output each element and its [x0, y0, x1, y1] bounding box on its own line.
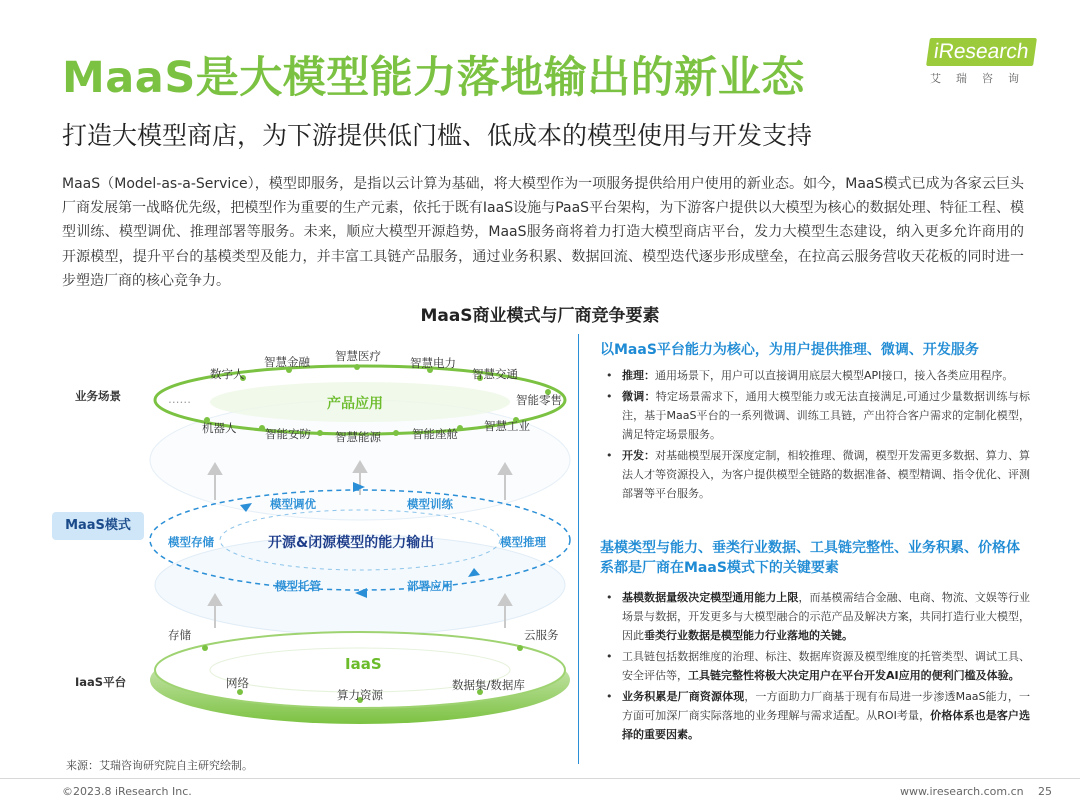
middle-ring-center: 开源&闭源模型的能力输出	[268, 535, 435, 551]
item-text: ，而基模需结合金融、电商、物流、文娱等行业场景与数据，开发更多与大模型融合的示范产品及解决方案，共同打造行业大模型，因此	[622, 591, 1031, 642]
right-heading-2: 基模类型与能力、垂类行业数据、工具链完整性、业务积累、价格体系都是厂商在MaaS模式下的关键要素	[600, 540, 1020, 576]
layer-maas: MaaS模式	[52, 512, 144, 540]
source-note: 来源：艾瑞咨询研究院自主研究绘制。	[66, 759, 253, 772]
item-emphasis: 价格体系也是客户选择的重要因素。	[622, 709, 1031, 741]
top-ring-center: 产品应用	[327, 396, 383, 412]
scenario-label: 智慧交通	[472, 367, 518, 381]
item-text: ，一方面助力厂商基于现有布局进一步渗透MaaS能力，一方面可加深厂商实际落地的业务理解与需求适配。从ROI考量，	[622, 690, 1031, 722]
list-item	[600, 647, 1030, 685]
item-text: 工具链包括数据维度的治理、标注、数据库资源及模型维度的托管类型、调试工具、安全评估等，	[622, 650, 1030, 682]
maas-capability: 部署应用	[407, 579, 453, 593]
layer-iaas: IaaS平台	[75, 675, 127, 689]
iaas-resource: 算力资源	[337, 688, 383, 702]
iaas-resource: 存储	[168, 628, 191, 642]
scenario-label: 智慧医疗	[335, 349, 381, 363]
item-emphasis: 工具链完整性将极大决定用户在平台开发AI应用的便利门槛及体验。	[688, 669, 1020, 682]
item-term: 开发：	[622, 449, 656, 462]
item-term: 业务积累是厂商资源体现	[622, 690, 745, 703]
logo-subtext: 艾瑞咨询	[930, 72, 1034, 85]
item-text: 对基础模型展开深度定制，相较推理、微调，模型开发需更多数据、算力、算法人才等资源投入，为客户提供模型全链路的数据准备、模型精调、指令优化、评测部署等平台服务。	[622, 449, 1031, 500]
iaas-resource: 云服务	[524, 628, 559, 642]
list-item	[600, 387, 1030, 444]
maas-capability: 模型存储	[168, 535, 214, 549]
scenario-label: 智慧金融	[264, 355, 310, 369]
scenario-label: 机器人	[202, 421, 237, 435]
page-number: 25	[1038, 785, 1052, 798]
scenario-label: 智能安防	[265, 427, 311, 441]
footer-divider	[0, 778, 1080, 779]
item-term: 推理：	[622, 369, 655, 382]
list-item	[600, 366, 1030, 385]
maas-capability: 模型训练	[407, 497, 453, 511]
logo-mark: iResearch	[926, 38, 1036, 66]
iaas-resource: 数据集/数据库	[452, 678, 525, 692]
footer-url[interactable]: www.iresearch.com.cn	[900, 785, 1024, 798]
page-title: MaaS是大模型能力落地输出的新业态	[62, 53, 805, 103]
item-text: 特定场景需求下，通用大模型能力或无法直接满足,可通过少量数据训练与标注，基于MaaS平台的一系列微调、训练工具链，产出符合客户需求的定制化模型，满足特定场景服务。	[622, 390, 1031, 441]
scenario-label: 数字人	[210, 367, 245, 381]
scenario-label: 智慧工业	[484, 419, 530, 433]
item-text: 通用场景下，用户可以直接调用底层大模型API接口，接入各类应用程序。	[655, 369, 1014, 382]
item-term: 微调：	[622, 390, 656, 403]
scenario-label: 智慧能源	[335, 430, 381, 444]
right-column-divider	[578, 334, 579, 764]
scenario-label: 智能座舱	[412, 427, 458, 441]
layer-business: 业务场景	[75, 389, 121, 403]
item-emphasis: 垂类行业数据是模型能力行业落地的关键。	[644, 629, 853, 642]
right-heading-1: 以MaaS平台能力为核心，为用户提供推理、微调、开发服务	[600, 342, 979, 358]
copyright: ©2023.8 iResearch Inc.	[62, 785, 192, 798]
page-subtitle: 打造大模型商店，为下游提供低门槛、低成本的模型使用与开发支持	[62, 121, 813, 150]
list-item	[600, 446, 1030, 503]
iaas-resource: 网络	[226, 676, 249, 690]
maas-capability: 模型托管	[275, 579, 321, 593]
diagram-title: MaaS商业模式与厂商竞争要素	[420, 306, 660, 326]
scenario-ellipsis: ……	[168, 392, 191, 406]
right-list-1	[600, 366, 1030, 505]
maas-capability: 模型推理	[500, 535, 546, 549]
right-list-2	[600, 588, 1030, 746]
maas-capability: 模型调优	[270, 497, 316, 511]
list-item	[600, 588, 1030, 645]
intro-paragraph: MaaS（Model-as-a-Service），模型即服务，是指以云计算为基础，将大模型作为一项服务提供给用户使用的新业态。如今，MaaS模式已成为各家云巨头厂商发展第一战略优先级，把模型作为重要的生产元素，依托于既有IaaS设施与PaaS平台架构，为下游客户提供以大模型为核心的数据处理、特征工程、模型训练、模型调优、推理部署等服务。未来，顺应大模型开源趋势，MaaS服务商将着力打造大模型商店平台，发力大模型生态建设，纳入更多允许商用的开源模型，提升平台的基模类型及能力，并丰富工具链产品服务，通过业务积累、数据回流、模型迭代逐步形成壁垒，在拉高云服务营收天花板的同时进一步塑造厂商的核心竞争力。	[62, 176, 1024, 289]
item-term: 基模数据量级决定模型通用能力上限	[622, 591, 799, 604]
scenario-label: 智慧电力	[410, 356, 456, 370]
list-item	[600, 687, 1030, 744]
scenario-label: 智能零售	[516, 393, 562, 407]
iaas-ring-center: IaaS	[345, 655, 382, 673]
